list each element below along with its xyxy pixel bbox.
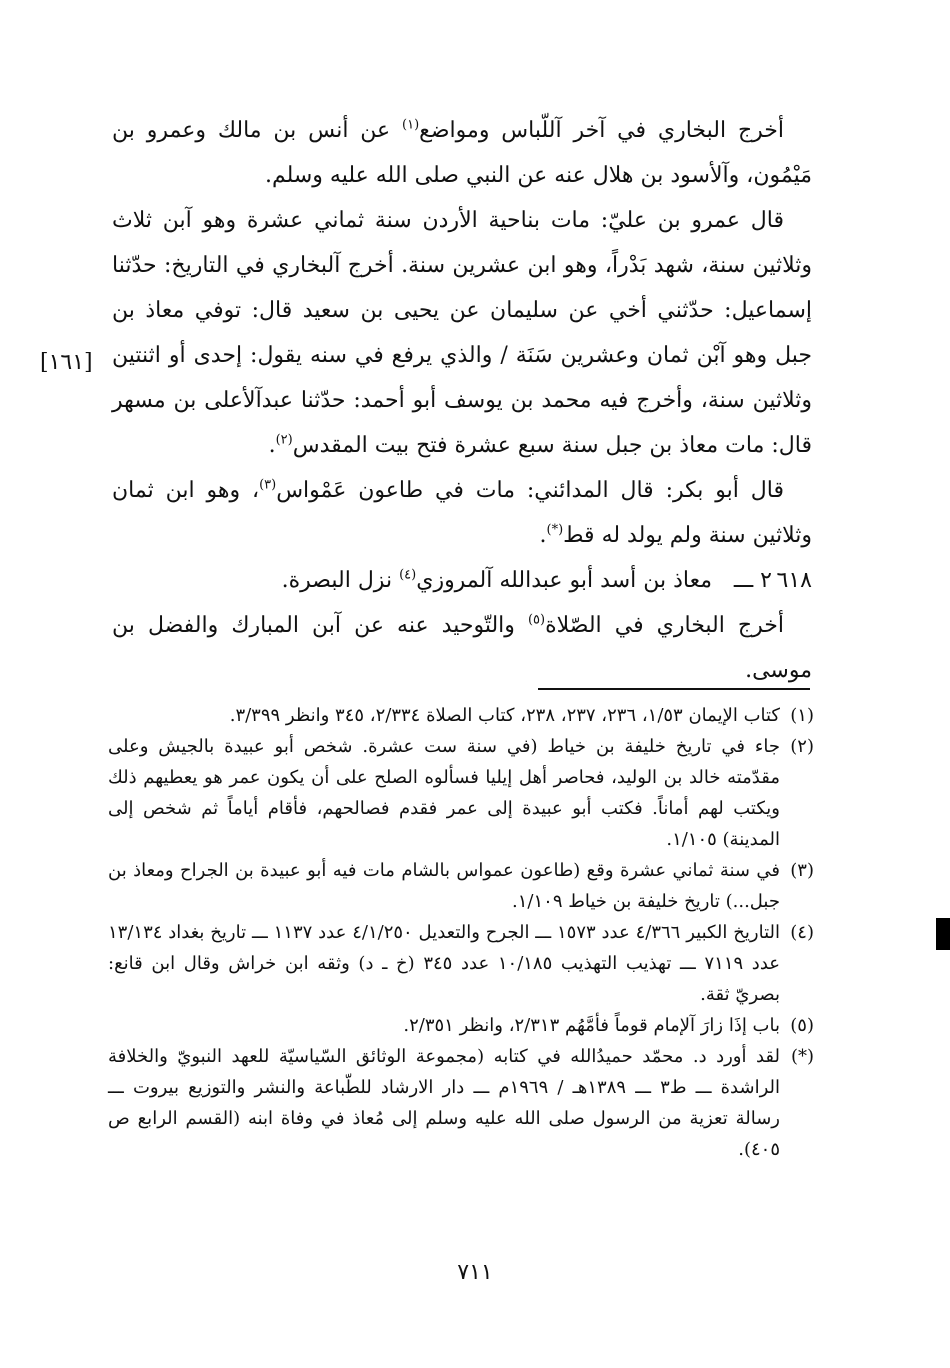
- para1-text: أخرج البخاري في آخر آللّباس ومواضع: [419, 118, 784, 143]
- footnote-mark: (*): [790, 1046, 814, 1067]
- footnote-mark: (١): [790, 705, 814, 726]
- paragraph-3: [112, 468, 812, 558]
- footnote-mark: (٢): [790, 736, 814, 757]
- main-text: [112, 108, 812, 693]
- para2-end: .: [268, 433, 276, 458]
- entry-heading: [112, 558, 812, 603]
- footnote-item: [108, 700, 814, 731]
- para4-continuation: والتّوحيد عنه عن آبن المبارك والفضل بن موسى.: [112, 613, 812, 683]
- para2-text: قال عمرو بن عليّ: مات بناحية الأردن سنة ثماني عشرة وهو آبن ثلاث وثلاثين سنة، شهد بَدْراً، وهو ابن عشرين سنة. أخرج آلبخاري في التاريخ: حدّثنا إسماعيل: حدّثني أخي عن سليمان عن يحيى بن سعيد قال: توفي معاذ بن جبل وهو آبْن ثمان وعشرين سَنَة / والذي يرفع في سنه يقول: إحدى أو اثنتين وثلاثين سنة، وأخرج فيه محمد بن يوسف أبو أحمد: حدّثنا عبدآلأعلى بن مسهر قال: مات معاذ بن جبل سنة سبع عشرة فتح بيت المقدس: [112, 208, 812, 458]
- para4-text: أخرج البخاري في الصّلاة: [545, 613, 784, 638]
- paragraph-4: [112, 603, 812, 693]
- para3-continuation: ، وهو ابن ثمان وثلاثين سنة ولم يولد له قط: [112, 478, 812, 548]
- footnote-item: [108, 855, 814, 917]
- footnote-ref-3: (٣): [259, 477, 277, 493]
- entry-subnumber: ٢ ـــ: [733, 568, 772, 593]
- footnote-text: التاريخ الكبير ٤/٣٦٦ عدد ١٥٧٣ ـــ الجرح والتعديل ٤/١/٢٥٠ عدد ١١٣٧ ـــ تاريخ بغداد ١٣/١٣٤ عدد ٧١١٩ ـــ تهذيب التهذيب ١٠/١٨٥ عدد ٣٤٥ (خ ـ د) وثقه ابن خراش وقال ابن قانع: بصريّ ثقة.: [108, 922, 781, 1005]
- footnote-text: جاء في تاريخ خليفة بن خياط (في سنة ست عشرة. شخص أبو عبيدة بالجيش وعلى مقدّمته خالد بن الوليد، فحاصر أهل إيليا فسألوه الصلح على أن يكون عمر هو يعطيهم ذلك ويكتب لهم أماناً. فكتب أبو عبيدة إلى عمر فقدم فصالحهم، فأقام أياماً ثم شخص إلى المدينة) ١/١٠٥.: [108, 736, 780, 850]
- page-number: ٧١١: [457, 1260, 493, 1285]
- entry-name: معاذ بن أسد أبو عبدالله آلمروزي: [416, 568, 712, 593]
- footnote-separator: [538, 688, 810, 690]
- footnote-text: لقد أورد د. محمّد حميدُالله في كتابه (مجموعة الوثائق السّياسيّة للعهد النبويّ والخلافة الراشدة ـــ ط٣ ـــ ١٣٨٩هـ / ١٩٦٩م ـــ دار الارشاد للطّباعة والنشر والتوزيع بيروت ـــ رسالة تعزية من الرسول صلى الله عليه وسلم إلى مُعاذ في وفاة ابنه (القسم الرابع ص ٤٠٥).: [108, 1046, 780, 1160]
- footnote-text: في سنة ثماني عشرة وقع (طاعون عمواس بالشام مات فيه أبو عبيدة بن الجراح ومعاذ بن جبل...) تاريخ خليفة بن خياط ١/١٠٩.: [108, 860, 780, 912]
- paragraph-1: [112, 108, 812, 198]
- footnotes: [108, 700, 814, 1165]
- footnote-ref-4: (٤): [399, 567, 417, 583]
- footnote-mark: (٥): [790, 1015, 814, 1036]
- para3-text: قال أبو بكر: قال المدائني: مات في طاعون عَمْواس: [276, 478, 784, 503]
- footnote-ref-star: (*): [546, 522, 564, 538]
- footnote-text: باب إذَا زارَ آلإمام قوماً فأمَّهُم ٢/٣١٣، وانظر ٢/٣٥١.: [403, 1015, 780, 1036]
- footnote-ref-2: (٢): [275, 432, 293, 448]
- entry-name-cont: نزل البصرة.: [281, 568, 400, 593]
- footnote-item: [108, 1041, 814, 1165]
- footnote-text: كتاب الإيمان ١/٥٣، ٢٣٦، ٢٣٧، ٢٣٨، كتاب الصلاة ٢/٣٣٤، ٣٤٥ وانظر ٣/٣٩٩.: [229, 705, 780, 726]
- footnote-ref-1: (١): [402, 117, 420, 133]
- entry-title: [282, 558, 712, 603]
- footnote-mark: (٤): [790, 922, 814, 943]
- entry-number: ٦١٨: [776, 568, 812, 593]
- footnote-item: [108, 731, 814, 855]
- para1-continuation: عن أنس بن مالك وعمرو بن مَيْمُون، وآلأسود بن هلال عنه عن النبي صلى الله عليه وسلم.: [112, 118, 812, 188]
- para3-end: .: [539, 523, 547, 548]
- margin-page-reference: [١٦١]: [40, 350, 93, 375]
- footnote-item: [108, 1010, 814, 1041]
- edge-marker: [936, 918, 950, 950]
- footnote-ref-5: (٥): [527, 612, 546, 628]
- footnote-mark: (٣): [790, 860, 814, 881]
- footnote-item: [108, 917, 814, 1010]
- paragraph-2: [112, 198, 812, 468]
